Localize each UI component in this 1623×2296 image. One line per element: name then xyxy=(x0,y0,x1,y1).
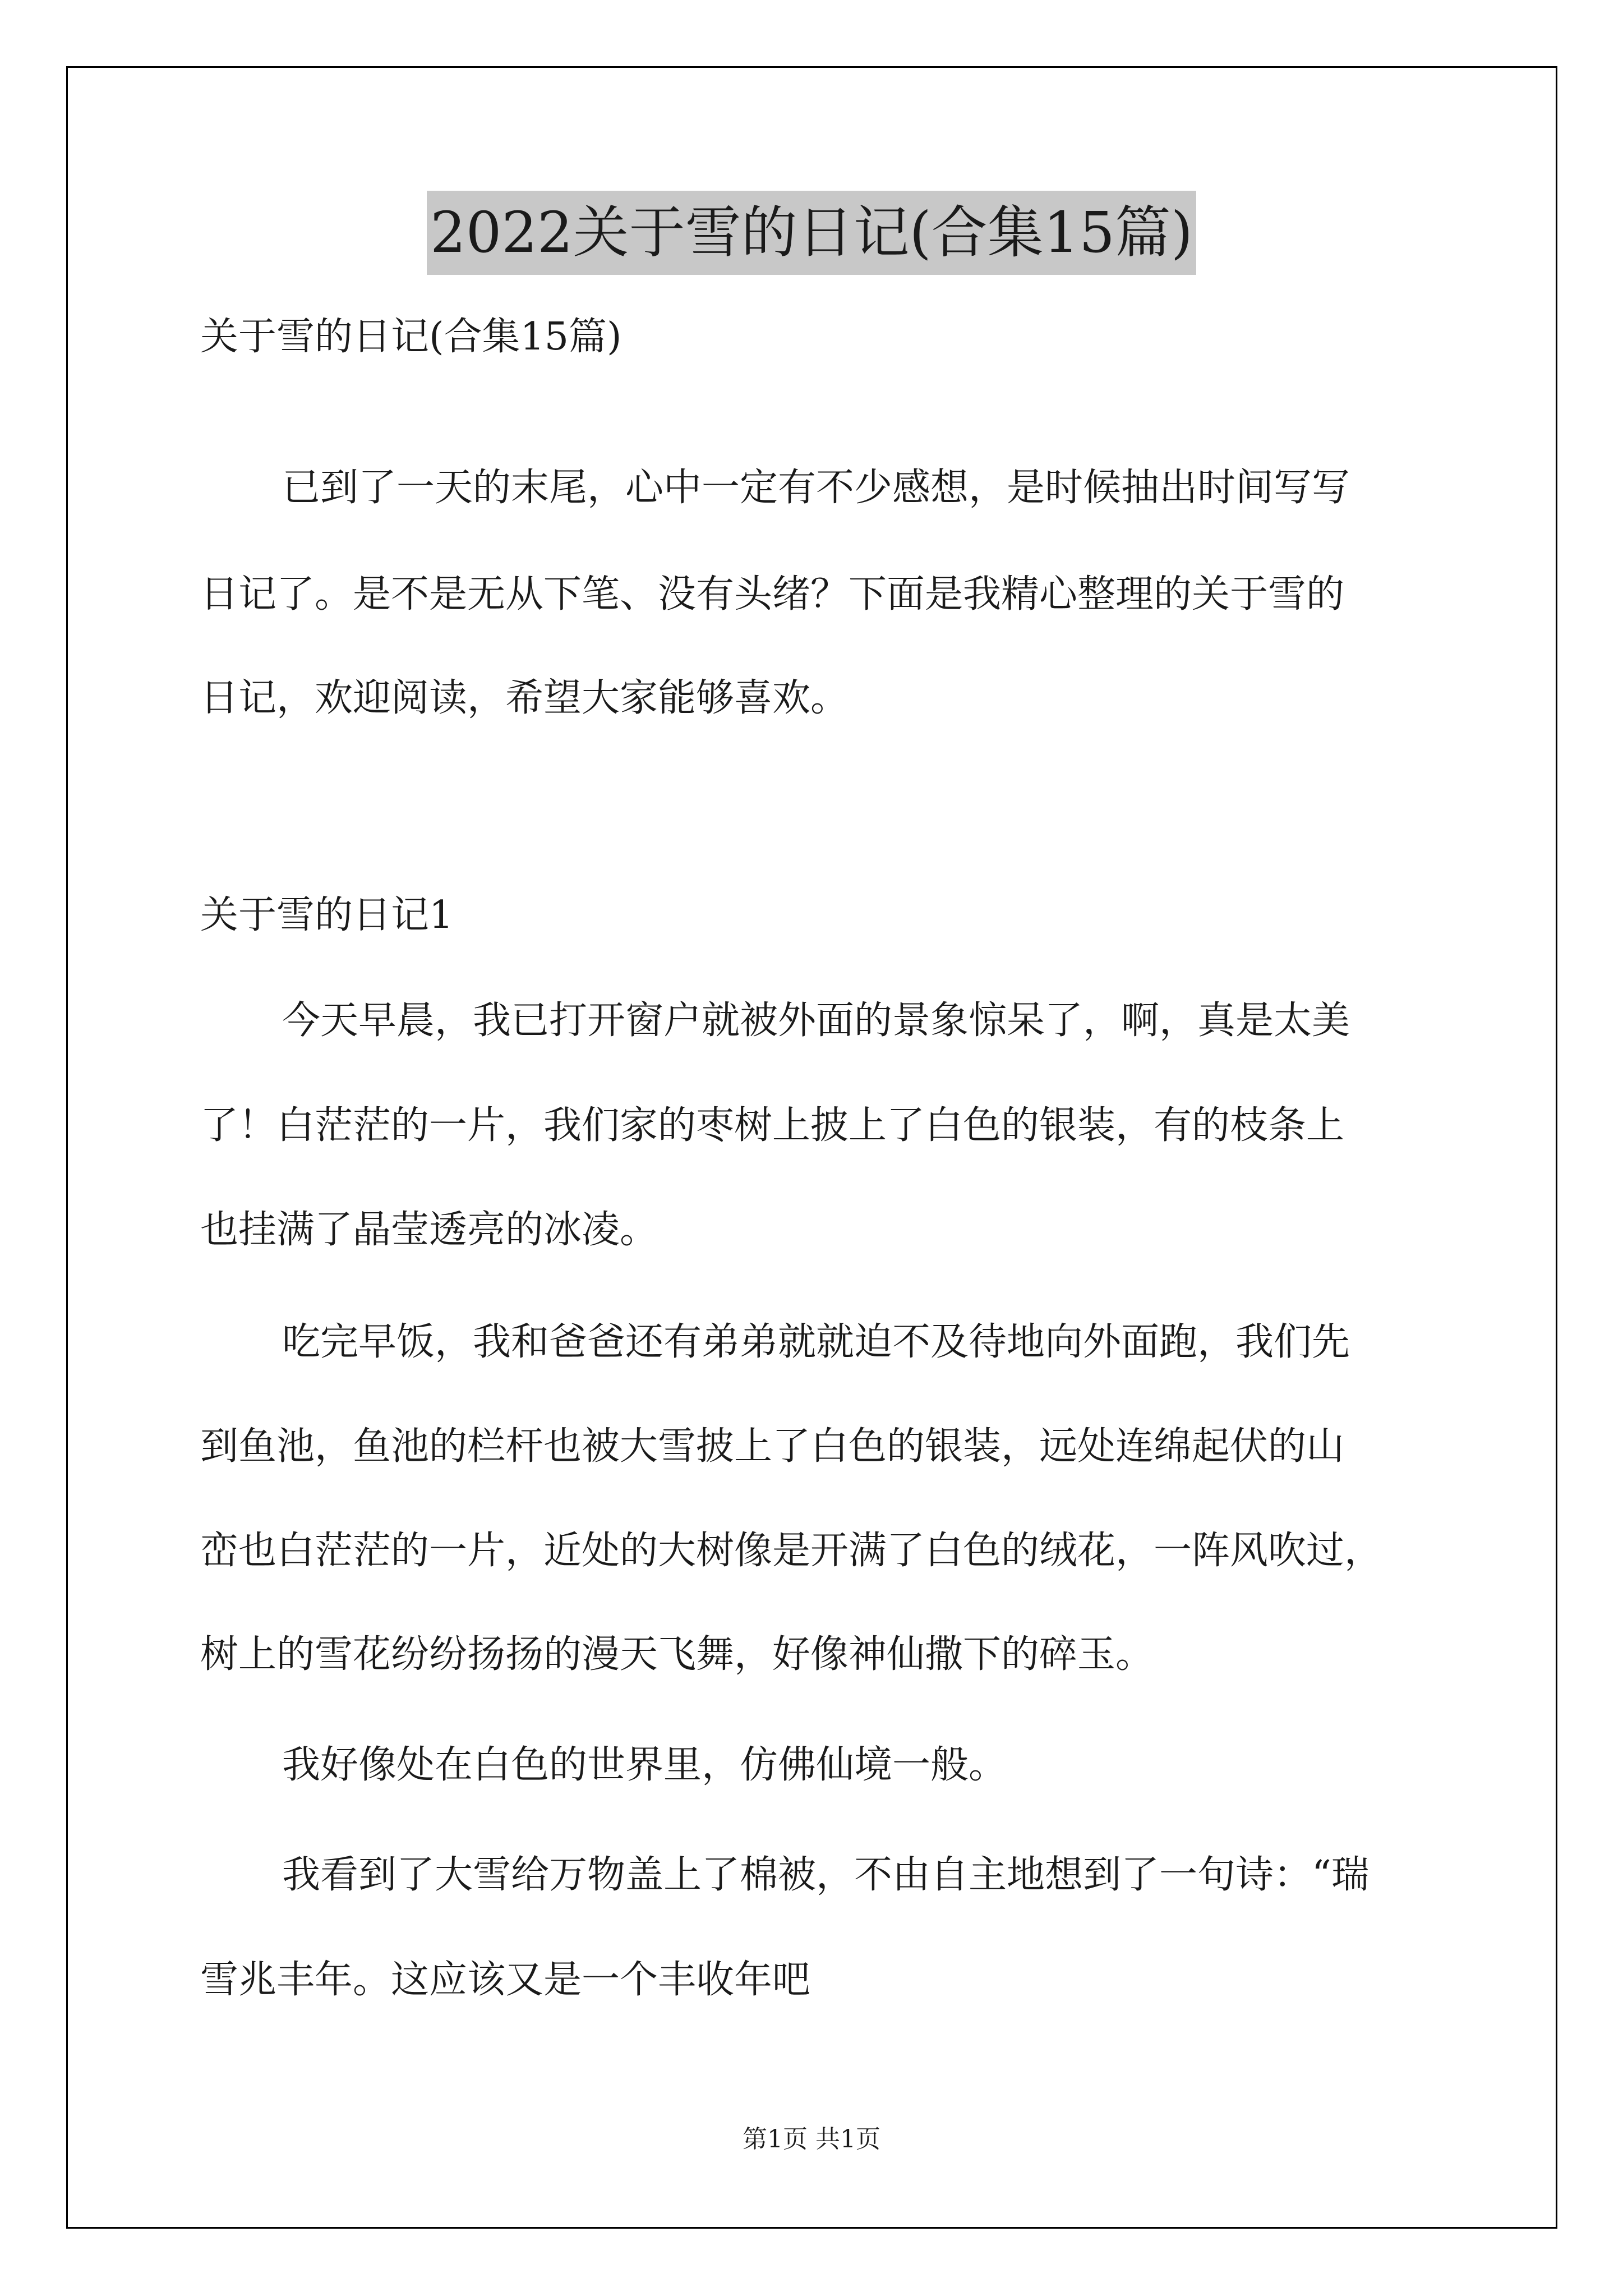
document-subtitle: 关于雪的日记(合集15篇) xyxy=(200,315,622,359)
paragraph2-line-2: 到鱼池，鱼池的栏杆也被大雪披上了白色的银装，远处连绵起伏的山 xyxy=(200,1424,1345,1469)
intro-line-3: 日记，欢迎阅读，希望大家能够喜欢。 xyxy=(200,676,849,720)
paragraph1-line-1: 今天早晨，我已打开窗户就被外面的景象惊呆了，啊，真是太美 xyxy=(282,999,1350,1043)
page-footer: 第1页 共1页 xyxy=(743,2125,880,2154)
intro-line-2: 日记了。是不是无从下笔、没有头绪？下面是我精心整理的关于雪的 xyxy=(200,572,1345,616)
paragraph2-line-1: 吃完早饭，我和爸爸还有弟弟就就迫不及待地向外面跑，我们先 xyxy=(282,1320,1350,1364)
document-title: 2022关于雪的日记(合集15篇) xyxy=(427,191,1196,275)
paragraph2-line-4: 树上的雪花纷纷扬扬的漫天飞舞，好像神仙撒下的碎玉。 xyxy=(200,1632,1154,1677)
paragraph1-line-2: 了！白茫茫的一片，我们家的枣树上披上了白色的银装，有的枝条上 xyxy=(200,1103,1345,1148)
paragraph4-line-1: 我看到了大雪给万物盖上了棉被，不由自主地想到了一句诗：“瑞 xyxy=(282,1853,1370,1897)
paragraph4-line-2: 雪兆丰年。这应该又是一个丰收年吧 xyxy=(200,1958,811,2002)
paragraph1-line-3: 也挂满了晶莹透亮的冰凌。 xyxy=(200,1208,658,1252)
section-heading: 关于雪的日记1 xyxy=(200,893,454,937)
paragraph2-line-3: 峦也白茫茫的一片，近处的大树像是开满了白色的绒花，一阵风吹过， xyxy=(200,1529,1383,1573)
title-container xyxy=(0,191,1623,275)
paragraph3-line-1: 我好像处在白色的世界里，仿佛仙境一般。 xyxy=(282,1743,1007,1787)
intro-line-1: 已到了一天的末尾，心中一定有不少感想，是时候抽出时间写写 xyxy=(282,466,1350,510)
